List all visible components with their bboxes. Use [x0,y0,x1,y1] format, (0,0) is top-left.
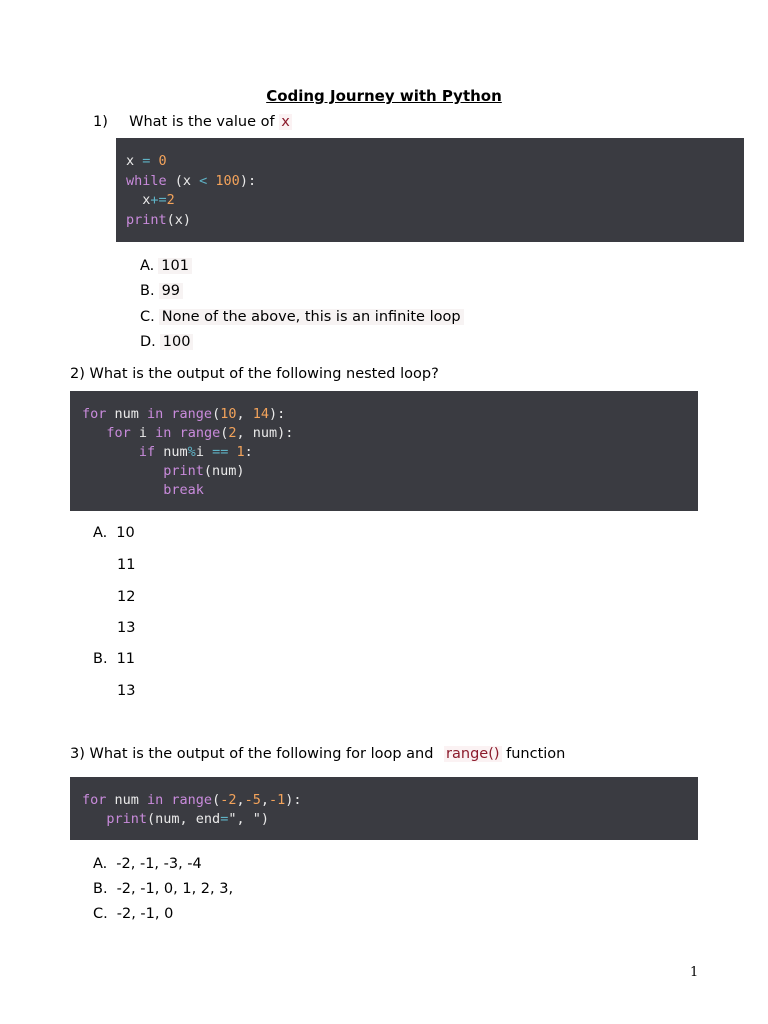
q2-option-b: B. 11 [93,651,136,667]
q2-option-a-value: 12 [117,589,136,605]
q2-option-b-value: 13 [117,683,136,699]
q1-option-c: C. None of the above, this is an infinite loop [140,309,464,325]
q2-option-a-value: 11 [117,557,136,573]
code-line: for i in range(2, num): [82,425,294,441]
q3-option-a: A. -2, -1, -3, -4 [93,856,202,872]
code-block-2 [70,391,698,511]
question-1-number: 1) [93,114,108,130]
q2-option-a: A. 10 [93,525,135,541]
code-line: for num in range(10, 14): [82,406,286,422]
code-line: if num%i == 1: [82,444,253,460]
range-function-highlight: range() [446,746,500,762]
code-block-1 [116,138,744,242]
question-2-text: 2) What is the output of the following nested loop? [70,366,439,382]
question-1-variable: x [281,114,290,130]
q1-option-d: D. 100 [140,334,193,350]
q2-option-a-value: 13 [117,620,136,636]
question-3-text: 3) What is the output of the following for loop and range() function [70,746,566,762]
code-line: break [82,482,204,498]
code-line: print(x) [126,212,192,228]
code-line: while (x < 100): [126,173,257,189]
code-line: print(num, end=", ") [82,811,269,827]
page-number: 1 [690,965,699,980]
code-line: print(num) [82,463,245,479]
code-line: x+=2 [126,192,175,208]
code-line: x = 0 [126,153,167,169]
code-block-3 [70,777,698,840]
q1-option-a: A. 101 [140,258,192,274]
question-1 [93,114,292,130]
document-title: Coding Journey with Python [266,87,502,105]
code-line: for num in range(-2,-5,-1): [82,792,302,808]
q3-option-c: C. -2, -1, 0 [93,906,174,922]
q1-option-b: B. 99 [140,283,183,299]
question-1-text: What is the value of [129,114,275,130]
q3-option-b: B. -2, -1, 0, 1, 2, 3, [93,881,234,897]
